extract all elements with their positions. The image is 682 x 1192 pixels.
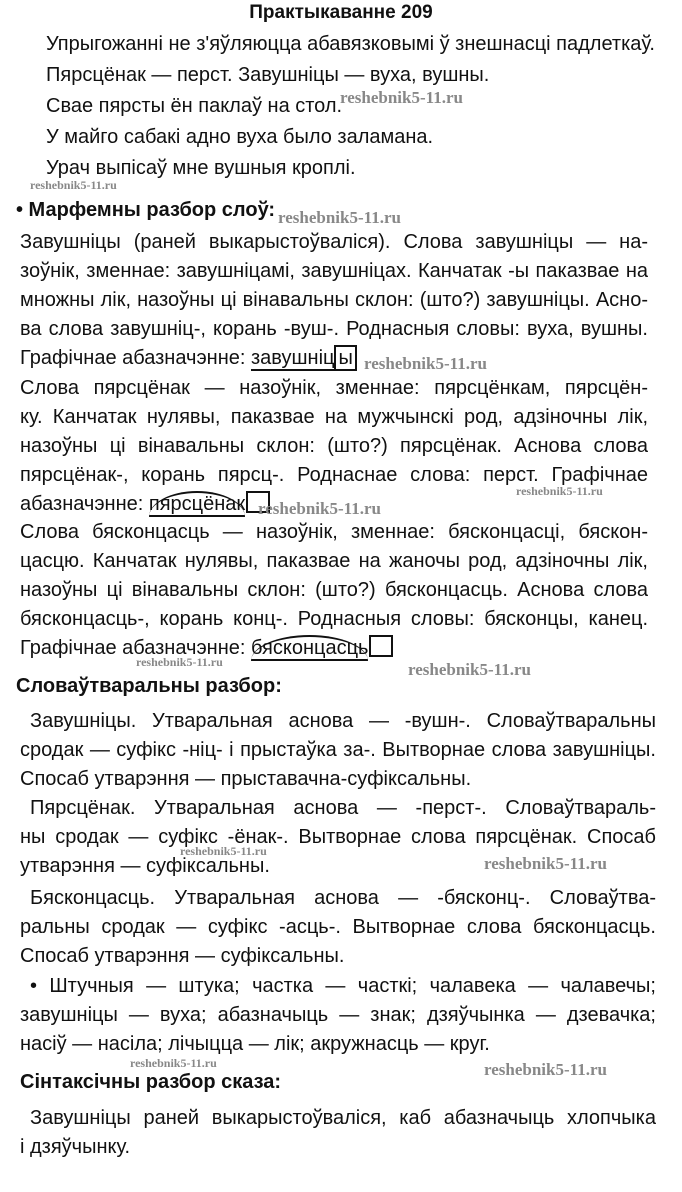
paragraph-line: утварэння — суфіксальны. bbox=[20, 855, 270, 877]
section-header-wordformation: Словаўтваральны разбор: bbox=[16, 675, 282, 697]
graphic-notation-line bbox=[20, 490, 270, 518]
paragraph-line: Завушніцы раней выкарыстоўваліся, каб абазначыць хлопчыка bbox=[30, 1107, 656, 1129]
paragraph-line: • Штучныя — штука; частка — часткі; чалавека — чалавечы; bbox=[30, 975, 656, 997]
watermark: reshebnik5-11.ru bbox=[130, 1056, 217, 1070]
watermark: reshebnik5-11.ru bbox=[258, 499, 381, 518]
watermark: reshebnik5-11.ru bbox=[278, 208, 401, 227]
zero-ending-box bbox=[369, 635, 393, 657]
watermark: reshebnik5-11.ru bbox=[408, 660, 531, 679]
paragraph-line: Бясконцасць. Утваральная аснова — -бясконц-. Словаўтва- bbox=[30, 887, 656, 909]
paragraph-line: ва слова завушніц-, корань -вуш-. Роднасныя словы: вуха, вушны. bbox=[20, 318, 648, 340]
watermark: reshebnik5-11.ru bbox=[180, 844, 267, 858]
watermark: reshebnik5-11.ru bbox=[484, 1060, 607, 1079]
watermark: reshebnik5-11.ru bbox=[340, 88, 463, 107]
graphic-word-stem: завушніц bbox=[251, 347, 335, 369]
paragraph-line: назоўны ці вінавальны склон: (што?) бясконцасць. Аснова слова bbox=[20, 579, 648, 601]
paragraph-line: пярсцёнак-, корань пярсц-. Роднаснае слова: перст. Графічнае bbox=[20, 464, 648, 486]
paragraph-line: Слова пярсцёнак — назоўнік, зменнае: пярсцёнкам, пярсцён- bbox=[20, 377, 648, 399]
intro-line: Пярсцёнак — перст. Завушніцы — вуха, вушны. bbox=[46, 64, 490, 86]
section-header-morpheme: • Марфемны разбор слоў: bbox=[16, 199, 276, 221]
paragraph-line: завушніцы — вуха; абазначыць — знак; дзяўчынка — дзевачка; bbox=[20, 1004, 656, 1026]
paragraph-line: Спосаб утварэння — суфіксальны. bbox=[20, 945, 345, 967]
graphic-ending-box: ы bbox=[334, 345, 356, 371]
intro-line: Урач выпісаў мне вушныя кроплі. bbox=[46, 157, 356, 179]
paragraph-line: Завушніцы (раней выкарыстоўваліся). Слова завушніцы — на- bbox=[20, 231, 648, 253]
paragraph-line: назоўны ці вінавальны склон: (што?) пярсцёнак. Аснова слова bbox=[20, 435, 648, 457]
paragraph-line: і дзяўчынку. bbox=[20, 1136, 131, 1158]
graphic-label: Графічнае абазначэнне: bbox=[20, 347, 246, 369]
intro-line: Упрыгожанні не з'яўляюцца абавязковымі ў знешнасці падлеткаў. bbox=[46, 33, 655, 55]
graphic-notation-line bbox=[20, 344, 357, 372]
paragraph-line: Пярсцёнак. Утваральная аснова — -перст-. Словаўтвараль- bbox=[30, 797, 656, 819]
watermark: reshebnik5-11.ru bbox=[484, 854, 607, 873]
intro-line: Свае пярсты ён паклаў на стол. bbox=[46, 95, 343, 117]
paragraph-line: бясконцасць-, корань конц-. Роднасныя словы: бясконцы, канец. bbox=[20, 608, 648, 630]
section-header-syntax: Сінтаксічны разбор сказа: bbox=[20, 1071, 282, 1093]
paragraph-line: насіў — насіла; лічыцца — лік; акружнасць — круг. bbox=[20, 1033, 490, 1055]
paragraph-line: ральны сродак — суфікс -асць-. Вытворнае слова бясконцасць. bbox=[20, 916, 656, 938]
paragraph-line: Слова бясконцасць — назоўнік, зменнае: бясконцасці, бяскон- bbox=[20, 521, 648, 543]
paragraph-line: цасцю. Канчатак нулявы, паказвае на жаночы род, адзіночны лік, bbox=[20, 550, 648, 572]
paragraph-line: сродак — суфікс -ніц- і прыстаўка за-. Вытворнае слова завушніцы. bbox=[20, 739, 656, 761]
paragraph-line: Спосаб утварэння — прыставачна-суфіксальны. bbox=[20, 768, 472, 790]
paragraph-line: ны сродак — суфікс -ёнак-. Вытворнае слова пярсцёнак. Спосаб bbox=[20, 826, 656, 848]
exercise-title: Практыкаванне 209 bbox=[249, 2, 433, 23]
paragraph-line: зоўнік, зменнае: завушніцамі, завушніцах. Канчатак -ы паказвае на bbox=[20, 260, 648, 282]
watermark: reshebnik5-11.ru bbox=[516, 484, 603, 498]
paragraph-line: Завушніцы. Утваральная аснова — -вушн-. Словаўтваральны bbox=[30, 710, 656, 732]
paragraph-line: ку. Канчатак нулявы, паказвае на мужчынскі род, адзіночны лік, bbox=[20, 406, 648, 428]
graphic-word-stem: пярсцёнак bbox=[148, 493, 246, 515]
watermark: reshebnik5-11.ru bbox=[364, 354, 487, 373]
intro-line: У майго сабакі адно вуха было заламана. bbox=[46, 126, 434, 148]
graphic-label: Графічнае абазначэнне: bbox=[20, 637, 246, 659]
paragraph-line: множны лік, назоўны ці вінавальны склон: (што?) завушніцы. Асно- bbox=[20, 289, 648, 311]
watermark: reshebnik5-11.ru bbox=[30, 178, 117, 192]
graphic-word-stem: бясконцасць bbox=[251, 637, 369, 659]
watermark: reshebnik5-11.ru bbox=[136, 655, 223, 669]
graphic-label: абазначэнне: bbox=[20, 493, 144, 515]
